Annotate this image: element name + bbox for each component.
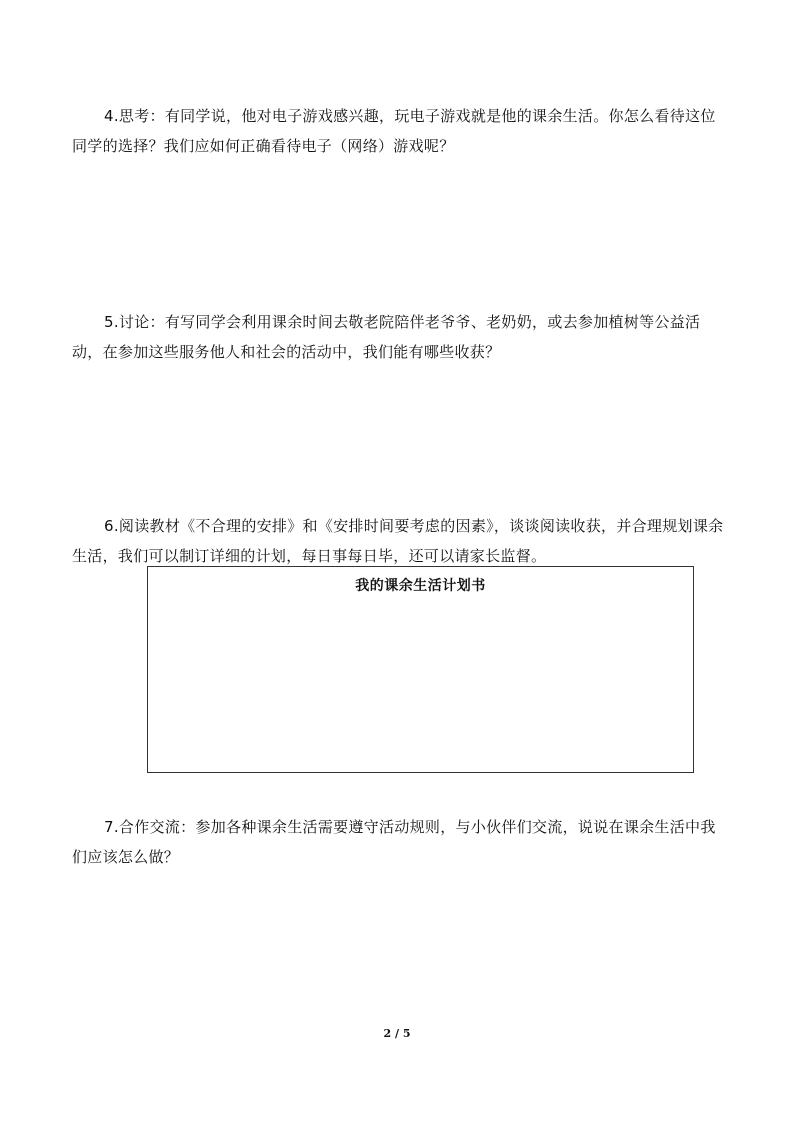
question-number: 4.: [104, 107, 119, 125]
question-4: [72, 101, 724, 161]
plan-box-title: 我的课余生活计划书: [355, 578, 486, 594]
plan-answer-box[interactable]: [147, 566, 694, 773]
page-number: 2 / 5: [383, 1027, 411, 1040]
question-text: 合作交流：参加各种课余生活需要遵守活动规则，与小伙伴们交流，说说在课余生活中我们应该怎么做？: [72, 818, 716, 866]
question-number: 6.: [104, 517, 119, 535]
question-text: 阅读教材《不合理的安排》和《安排时间要考虑的因素》，谈谈阅读收获，并合理规划课余生活，我们可以制订详细的计划，每日事每日毕，还可以请家长监督。: [72, 517, 724, 565]
question-text: 思考：有同学说，他对电子游戏感兴趣，玩电子游戏就是他的课余生活。你怎么看待这位同学的选择？我们应如何正确看待电子（网络）游戏呢？: [72, 107, 716, 155]
question-6: [72, 511, 724, 571]
question-text: 讨论：有写同学会利用课余时间去敬老院陪伴老爷爷、老奶奶，或去参加植树等公益活动，在参加这些服务他人和社会的活动中，我们能有哪些收获？: [72, 313, 701, 361]
question-number: 5.: [104, 313, 119, 331]
question-number: 7.: [104, 818, 119, 836]
question-5: [72, 307, 724, 367]
question-7: [72, 812, 724, 872]
